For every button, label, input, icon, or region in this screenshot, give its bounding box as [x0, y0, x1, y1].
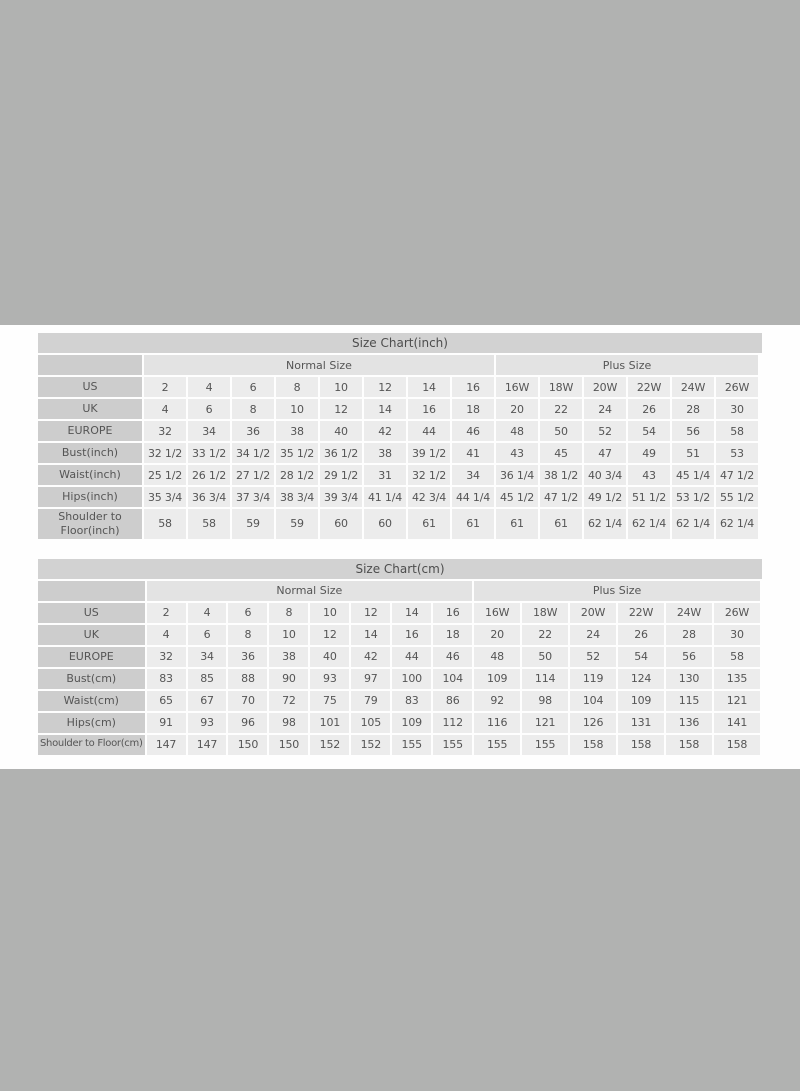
size-value-cell: 90 [269, 669, 308, 689]
row-label: US [38, 603, 145, 623]
size-value-cell: 8 [232, 399, 274, 419]
size-value-cell: 40 3/4 [584, 465, 626, 485]
size-value-cell: 56 [666, 647, 712, 667]
size-value-cell: 18 [452, 399, 494, 419]
size-value-cell: 41 [452, 443, 494, 463]
size-value-cell: 16W [496, 377, 538, 397]
row-label: UK [38, 625, 145, 645]
size-value-cell: 135 [714, 669, 760, 689]
size-chart-cm-table [36, 579, 762, 757]
size-value-cell: 36 [232, 421, 274, 441]
size-value-cell: 38 1/2 [540, 465, 582, 485]
size-value-cell: 109 [618, 691, 664, 711]
size-chart-inch-table [36, 353, 760, 541]
size-value-cell: 16 [408, 399, 450, 419]
size-value-cell: 83 [147, 669, 186, 689]
size-value-cell: 58 [188, 509, 230, 539]
size-value-cell: 35 3/4 [144, 487, 186, 507]
size-value-cell: 20 [474, 625, 520, 645]
row-label: Hips(inch) [38, 487, 142, 507]
row-label: Shoulder to Floor(cm) [38, 735, 145, 755]
size-value-cell: 155 [392, 735, 431, 755]
table-row [38, 487, 758, 507]
size-chart-inch-title: Size Chart(inch) [38, 333, 762, 353]
size-value-cell: 37 3/4 [232, 487, 274, 507]
size-value-cell: 38 [364, 443, 406, 463]
size-value-cell: 16 [433, 603, 472, 623]
size-value-cell: 22W [628, 377, 670, 397]
size-value-cell: 26 [618, 625, 664, 645]
size-value-cell: 55 1/2 [716, 487, 758, 507]
size-value-cell: 30 [716, 399, 758, 419]
size-value-cell: 58 [144, 509, 186, 539]
size-value-cell: 20 [496, 399, 538, 419]
size-value-cell: 32 [144, 421, 186, 441]
size-value-cell: 32 1/2 [144, 443, 186, 463]
size-value-cell: 30 [714, 625, 760, 645]
size-value-cell: 20W [570, 603, 616, 623]
size-value-cell: 44 1/4 [452, 487, 494, 507]
size-value-cell: 32 [147, 647, 186, 667]
size-value-cell: 155 [522, 735, 568, 755]
size-value-cell: 8 [269, 603, 308, 623]
size-value-cell: 62 1/4 [716, 509, 758, 539]
row-label: Bust(inch) [38, 443, 142, 463]
size-value-cell: 10 [276, 399, 318, 419]
size-value-cell: 25 1/2 [144, 465, 186, 485]
size-value-cell: 155 [474, 735, 520, 755]
size-value-cell: 54 [628, 421, 670, 441]
size-value-cell: 12 [310, 625, 349, 645]
size-value-cell: 136 [666, 713, 712, 733]
size-value-cell: 24W [672, 377, 714, 397]
size-value-cell: 50 [540, 421, 582, 441]
corner-cell [38, 355, 142, 375]
size-value-cell: 155 [433, 735, 472, 755]
row-label: Hips(cm) [38, 713, 145, 733]
size-value-cell: 26W [716, 377, 758, 397]
size-chart-inch-section [38, 333, 762, 541]
table-row [38, 603, 760, 623]
size-value-cell: 158 [714, 735, 760, 755]
size-value-cell: 116 [474, 713, 520, 733]
size-value-cell: 88 [228, 669, 267, 689]
table-row [38, 443, 758, 463]
size-value-cell: 101 [310, 713, 349, 733]
size-value-cell: 152 [310, 735, 349, 755]
size-value-cell: 112 [433, 713, 472, 733]
size-value-cell: 98 [269, 713, 308, 733]
size-value-cell: 18W [540, 377, 582, 397]
size-value-cell: 62 1/4 [672, 509, 714, 539]
size-value-cell: 100 [392, 669, 431, 689]
size-value-cell: 4 [188, 603, 227, 623]
size-value-cell: 12 [364, 377, 406, 397]
size-value-cell: 75 [310, 691, 349, 711]
size-value-cell: 114 [522, 669, 568, 689]
size-value-cell: 6 [228, 603, 267, 623]
size-value-cell: 14 [392, 603, 431, 623]
table-row [38, 377, 758, 397]
size-value-cell: 91 [147, 713, 186, 733]
table-row [38, 669, 760, 689]
size-value-cell: 158 [570, 735, 616, 755]
size-value-cell: 42 [364, 421, 406, 441]
size-value-cell: 44 [408, 421, 450, 441]
size-value-cell: 28 [672, 399, 714, 419]
row-label: Shoulder to Floor(inch) [38, 509, 142, 539]
size-value-cell: 36 1/2 [320, 443, 362, 463]
group-header-row [38, 355, 758, 375]
size-value-cell: 85 [188, 669, 227, 689]
size-value-cell: 104 [570, 691, 616, 711]
size-value-cell: 27 1/2 [232, 465, 274, 485]
table-row [38, 713, 760, 733]
row-label: Waist(cm) [38, 691, 145, 711]
size-value-cell: 4 [147, 625, 186, 645]
size-value-cell: 24 [584, 399, 626, 419]
table-row [38, 421, 758, 441]
size-value-cell: 26 1/2 [188, 465, 230, 485]
size-value-cell: 32 1/2 [408, 465, 450, 485]
size-chart-panel [0, 325, 800, 769]
table-row [38, 691, 760, 711]
normal-size-header: Normal Size [144, 355, 494, 375]
size-value-cell: 38 3/4 [276, 487, 318, 507]
size-value-cell: 24 [570, 625, 616, 645]
size-value-cell: 62 1/4 [584, 509, 626, 539]
size-value-cell: 34 [188, 647, 227, 667]
size-value-cell: 97 [351, 669, 390, 689]
size-value-cell: 43 [496, 443, 538, 463]
size-value-cell: 47 1/2 [716, 465, 758, 485]
size-value-cell: 92 [474, 691, 520, 711]
size-value-cell: 34 1/2 [232, 443, 274, 463]
size-value-cell: 48 [496, 421, 538, 441]
size-value-cell: 147 [147, 735, 186, 755]
size-value-cell: 14 [408, 377, 450, 397]
size-value-cell: 131 [618, 713, 664, 733]
size-value-cell: 45 [540, 443, 582, 463]
size-value-cell: 42 [351, 647, 390, 667]
size-value-cell: 52 [584, 421, 626, 441]
size-value-cell: 59 [276, 509, 318, 539]
size-value-cell: 26 [628, 399, 670, 419]
plus-size-header: Plus Size [474, 581, 760, 601]
size-value-cell: 45 1/4 [672, 465, 714, 485]
size-value-cell: 38 [276, 421, 318, 441]
size-value-cell: 86 [433, 691, 472, 711]
size-value-cell: 36 1/4 [496, 465, 538, 485]
size-value-cell: 35 1/2 [276, 443, 318, 463]
size-value-cell: 51 1/2 [628, 487, 670, 507]
size-value-cell: 43 [628, 465, 670, 485]
size-value-cell: 6 [232, 377, 274, 397]
size-value-cell: 48 [474, 647, 520, 667]
size-value-cell: 61 [496, 509, 538, 539]
size-value-cell: 158 [618, 735, 664, 755]
size-value-cell: 46 [452, 421, 494, 441]
size-value-cell: 93 [310, 669, 349, 689]
size-value-cell: 16W [474, 603, 520, 623]
size-value-cell: 10 [269, 625, 308, 645]
size-value-cell: 18 [433, 625, 472, 645]
size-value-cell: 39 3/4 [320, 487, 362, 507]
size-value-cell: 62 1/4 [628, 509, 670, 539]
size-value-cell: 126 [570, 713, 616, 733]
size-value-cell: 83 [392, 691, 431, 711]
table-row [38, 465, 758, 485]
size-value-cell: 44 [392, 647, 431, 667]
size-value-cell: 46 [433, 647, 472, 667]
size-value-cell: 8 [228, 625, 267, 645]
size-value-cell: 14 [364, 399, 406, 419]
size-value-cell: 98 [522, 691, 568, 711]
size-value-cell: 49 [628, 443, 670, 463]
size-value-cell: 104 [433, 669, 472, 689]
size-value-cell: 59 [232, 509, 274, 539]
size-value-cell: 53 [716, 443, 758, 463]
size-value-cell: 28 1/2 [276, 465, 318, 485]
size-value-cell: 150 [269, 735, 308, 755]
size-value-cell: 49 1/2 [584, 487, 626, 507]
size-value-cell: 70 [228, 691, 267, 711]
row-label: Bust(cm) [38, 669, 145, 689]
size-value-cell: 16 [392, 625, 431, 645]
size-value-cell: 14 [351, 625, 390, 645]
size-value-cell: 41 1/4 [364, 487, 406, 507]
size-value-cell: 51 [672, 443, 714, 463]
size-value-cell: 29 1/2 [320, 465, 362, 485]
size-value-cell: 54 [618, 647, 664, 667]
size-value-cell: 31 [364, 465, 406, 485]
size-value-cell: 50 [522, 647, 568, 667]
size-value-cell: 16 [452, 377, 494, 397]
size-value-cell: 67 [188, 691, 227, 711]
size-value-cell: 40 [310, 647, 349, 667]
size-value-cell: 147 [188, 735, 227, 755]
size-value-cell: 2 [147, 603, 186, 623]
size-value-cell: 34 [452, 465, 494, 485]
size-value-cell: 18W [522, 603, 568, 623]
size-value-cell: 61 [540, 509, 582, 539]
size-value-cell: 93 [188, 713, 227, 733]
size-value-cell: 20W [584, 377, 626, 397]
size-value-cell: 150 [228, 735, 267, 755]
size-value-cell: 24W [666, 603, 712, 623]
size-value-cell: 52 [570, 647, 616, 667]
size-value-cell: 53 1/2 [672, 487, 714, 507]
size-value-cell: 141 [714, 713, 760, 733]
table-row [38, 647, 760, 667]
size-value-cell: 61 [408, 509, 450, 539]
size-value-cell: 6 [188, 625, 227, 645]
size-value-cell: 39 1/2 [408, 443, 450, 463]
size-value-cell: 28 [666, 625, 712, 645]
table-row [38, 625, 760, 645]
size-value-cell: 109 [392, 713, 431, 733]
size-value-cell: 40 [320, 421, 362, 441]
table-row [38, 735, 760, 755]
group-header-row [38, 581, 760, 601]
size-value-cell: 124 [618, 669, 664, 689]
size-value-cell: 34 [188, 421, 230, 441]
size-value-cell: 60 [320, 509, 362, 539]
size-chart-cm-title: Size Chart(cm) [38, 559, 762, 579]
row-label: EUROPE [38, 647, 145, 667]
size-value-cell: 6 [188, 399, 230, 419]
size-value-cell: 33 1/2 [188, 443, 230, 463]
size-value-cell: 65 [147, 691, 186, 711]
row-label: EUROPE [38, 421, 142, 441]
size-chart-cm-section [38, 559, 762, 757]
size-value-cell: 42 3/4 [408, 487, 450, 507]
plus-size-header: Plus Size [496, 355, 758, 375]
size-value-cell: 12 [320, 399, 362, 419]
size-value-cell: 79 [351, 691, 390, 711]
size-value-cell: 22 [540, 399, 582, 419]
size-value-cell: 121 [714, 691, 760, 711]
size-value-cell: 36 [228, 647, 267, 667]
size-value-cell: 22 [522, 625, 568, 645]
size-value-cell: 58 [714, 647, 760, 667]
size-value-cell: 58 [716, 421, 758, 441]
normal-size-header: Normal Size [147, 581, 473, 601]
size-value-cell: 4 [144, 399, 186, 419]
size-value-cell: 12 [351, 603, 390, 623]
size-value-cell: 96 [228, 713, 267, 733]
size-value-cell: 26W [714, 603, 760, 623]
row-label: Waist(inch) [38, 465, 142, 485]
corner-cell [38, 581, 145, 601]
size-value-cell: 72 [269, 691, 308, 711]
size-value-cell: 8 [276, 377, 318, 397]
size-value-cell: 10 [320, 377, 362, 397]
size-value-cell: 105 [351, 713, 390, 733]
size-value-cell: 36 3/4 [188, 487, 230, 507]
size-value-cell: 45 1/2 [496, 487, 538, 507]
row-label: US [38, 377, 142, 397]
size-value-cell: 121 [522, 713, 568, 733]
size-value-cell: 61 [452, 509, 494, 539]
size-value-cell: 2 [144, 377, 186, 397]
size-value-cell: 38 [269, 647, 308, 667]
size-value-cell: 158 [666, 735, 712, 755]
size-value-cell: 22W [618, 603, 664, 623]
table-row [38, 399, 758, 419]
size-value-cell: 47 [584, 443, 626, 463]
size-value-cell: 60 [364, 509, 406, 539]
size-value-cell: 130 [666, 669, 712, 689]
size-value-cell: 47 1/2 [540, 487, 582, 507]
size-value-cell: 119 [570, 669, 616, 689]
size-value-cell: 10 [310, 603, 349, 623]
row-label: UK [38, 399, 142, 419]
size-value-cell: 115 [666, 691, 712, 711]
size-value-cell: 152 [351, 735, 390, 755]
size-value-cell: 4 [188, 377, 230, 397]
size-value-cell: 56 [672, 421, 714, 441]
table-row [38, 509, 758, 539]
size-value-cell: 109 [474, 669, 520, 689]
